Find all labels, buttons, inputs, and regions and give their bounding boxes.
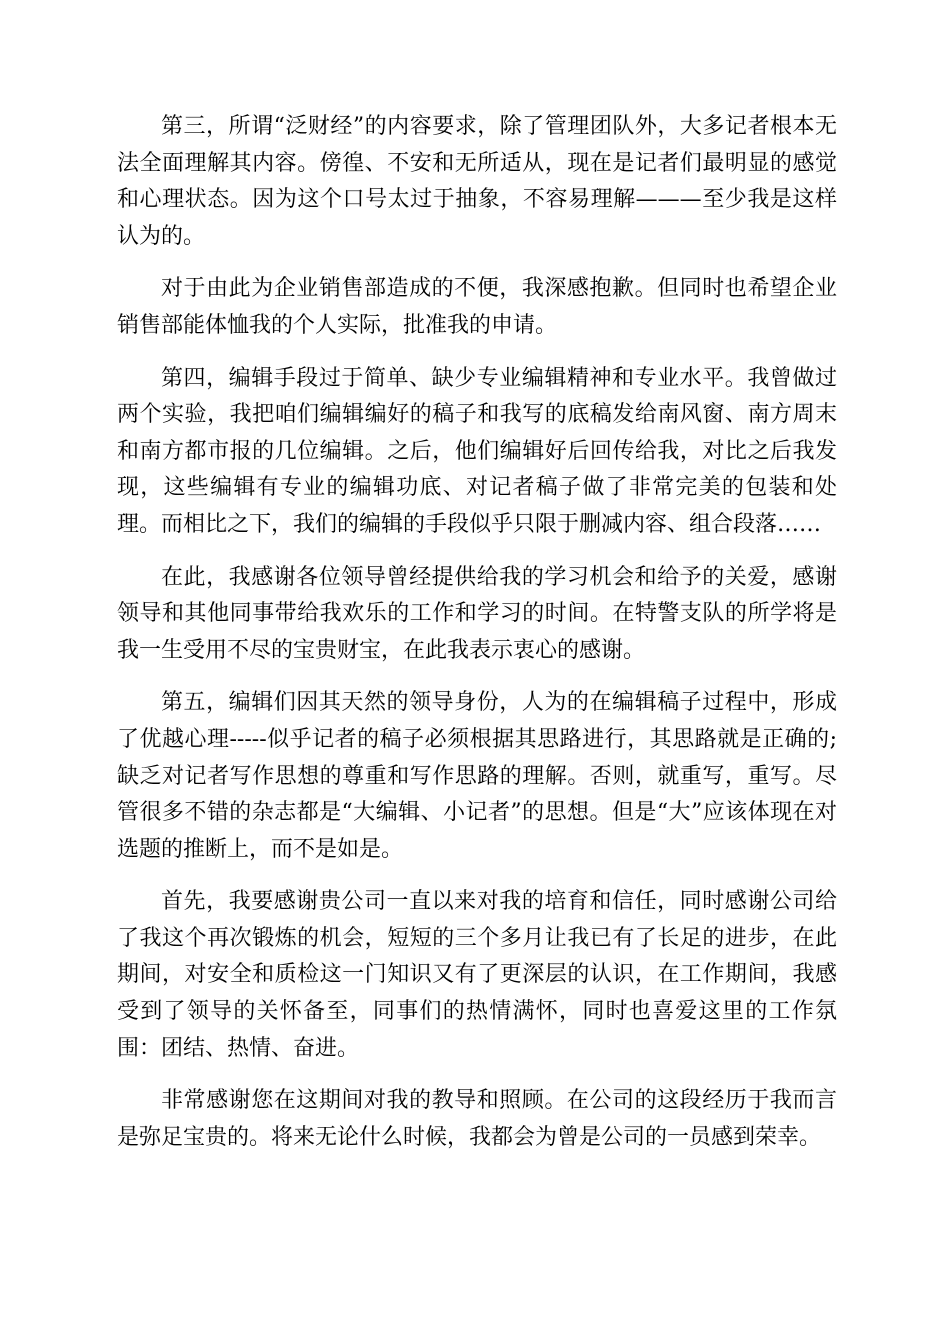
paragraph-fifth-point: 第五，编辑们因其天然的领导身份，人为的在编辑稿子过程中，形成了优越心理-----似乎记者的稿子必须根据其思路进行，其思路就是正确的;缺乏对记者写作思想的尊重和写作思路的理解。否则，就重写，重写。尽管很多不错的杂志都是“大编辑、小记者”的思想。但是“大”应该体现在对选题的推断上，而不是如是。 bbox=[117, 690, 837, 862]
paragraph-apology: 对于由此为企业销售部造成的不便，我深感抱歉。但同时也希望企业销售部能体恤我的个人实际，批准我的申请。 bbox=[117, 276, 837, 338]
paragraph-closing-thanks: 非常感谢您在这期间对我的教导和照顾。在公司的这段经历于我而言是弥足宝贵的。将来无论什么时候，我都会为曾是公司的一员感到荣幸。 bbox=[117, 1088, 837, 1150]
document-page bbox=[117, 109, 837, 1172]
paragraph-first-thanks-company: 首先，我要感谢贵公司一直以来对我的培育和信任，同时感谢公司给了我这个再次锻炼的机会，短短的三个多月让我已有了长足的进步，在此期间，对安全和质检这一门知识又有了更深层的认识，在工作期间，我感受到了领导的关怀备至，同事们的热情满怀，同时也喜爱这里的工作氛围：团结、热情、奋进。 bbox=[117, 889, 837, 1061]
paragraph-thanks-leaders: 在此，我感谢各位领导曾经提供给我的学习机会和给予的关爱，感谢领导和其他同事带给我欢乐的工作和学习的时间。在特警支队的所学将是我一生受用不尽的宝贵财宝，在此我表示衷心的感谢。 bbox=[117, 564, 837, 663]
paragraph-third-point: 第三，所谓“泛财经”的内容要求，除了管理团队外，大多记者根本无法全面理解其内容。傍徨、不安和无所适从，现在是记者们最明显的感觉和心理状态。因为这个口号太过于抽象，不容易理解———至少我是这样认为的。 bbox=[117, 114, 837, 249]
paragraph-fourth-point: 第四，编辑手段过于简单、缺少专业编辑精神和专业水平。我曾做过两个实验，我把咱们编辑编好的稿子和我写的底稿发给南风窗、南方周末和南方都市报的几位编辑。之后，他们编辑好后回传给我，对比之后我发现，这些编辑有专业的编辑功底、对记者稿子做了非常完美的包装和处理。而相比之下，我们的编辑的手段似乎只限于删减内容、组合段落…… bbox=[117, 365, 837, 537]
